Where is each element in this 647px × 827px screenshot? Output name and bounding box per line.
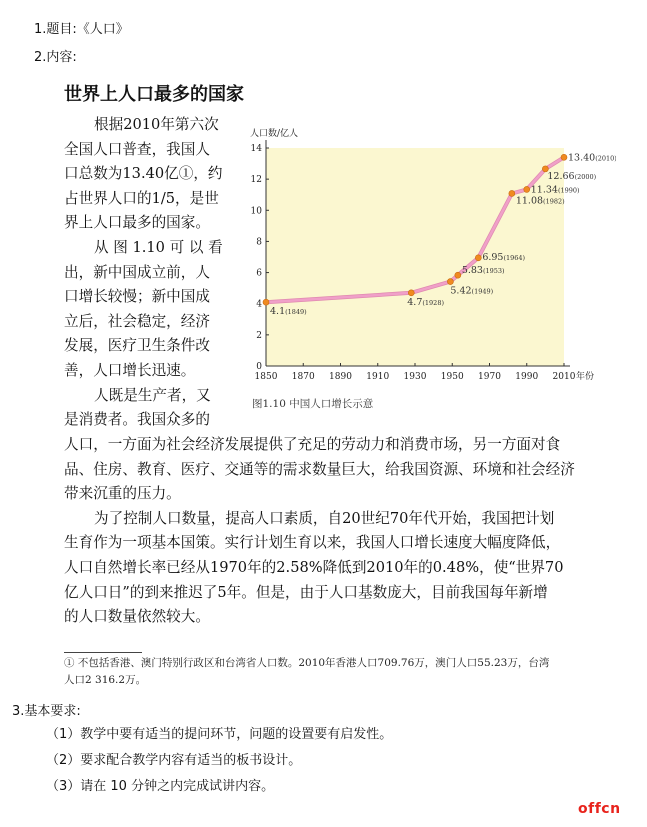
data-year-label: (1928) <box>422 298 445 307</box>
data-label <box>531 184 580 195</box>
p4-line: 为了控制人口数量，提高人口素质，自20世纪70年代开始，我国把计划 <box>94 509 555 527</box>
data-point <box>509 190 515 196</box>
data-value-label: 11.34 <box>530 184 558 196</box>
population-chart-svg <box>246 128 616 396</box>
p2-line: 发展，医疗卫生条件改 <box>64 337 210 355</box>
content-line: 2.内容: <box>34 50 77 65</box>
p4-line: 的人口数量依然较大。 <box>64 608 210 626</box>
y-tick-label: 10 <box>250 206 262 217</box>
data-label <box>482 252 525 263</box>
offcn-logo: offcn <box>578 801 621 817</box>
data-point <box>561 154 567 160</box>
p4-line: 亿人口日”的到来推迟了5年。但是，由于人口基数庞大，目前我国每年新增 <box>64 583 548 601</box>
data-year-label: (1982) <box>543 197 565 206</box>
x-tick-label: 1850 <box>254 372 278 382</box>
data-year-label: (1949) <box>471 287 494 296</box>
requirement-item: （2）要求配合教学内容有适当的板书设计。 <box>46 753 302 768</box>
requirement-item: （1）教学中要有适当的提问环节，问题的设置要有启发性。 <box>46 727 393 742</box>
x-axis-label: 年份 <box>576 372 595 382</box>
x-tick-label: 1990 <box>515 372 539 382</box>
p2-line: 口增长较慢；新中国成 <box>64 288 210 306</box>
y-tick-label: 4 <box>256 299 262 310</box>
y-tick-label: 14 <box>250 144 262 154</box>
data-year-label: (2010) <box>595 154 616 163</box>
population-chart <box>246 128 616 416</box>
x-tick-label: 1950 <box>440 372 464 382</box>
x-tick-label: 1930 <box>403 372 427 382</box>
requirements-list <box>46 722 392 800</box>
data-value-label: 12.66 <box>547 170 575 182</box>
wide-text-block <box>64 433 614 630</box>
y-tick-label: 2 <box>256 330 262 341</box>
footnote <box>64 655 604 689</box>
footnote-line: 人口2 316.2万。 <box>64 674 147 686</box>
x-tick-label: 2010 <box>552 372 576 382</box>
data-label <box>462 265 505 276</box>
p1-line: 全国人口普查，我国人 <box>64 140 210 158</box>
p1-line: 界上人口最多的国家。 <box>64 214 210 232</box>
p4-line: 生育作为一项基本国策。实行计划生育以来，我国人口增长速度大幅度降低， <box>64 534 561 552</box>
left-text-column <box>64 113 232 433</box>
requirement-item: （3）请在 10 分钟之内完成试讲内容。 <box>46 779 275 794</box>
data-year-label: (1849) <box>285 308 307 317</box>
data-value-label: 13.40 <box>568 152 596 164</box>
y-tick-label: 12 <box>250 175 262 186</box>
data-value-label: 5.83 <box>461 265 483 277</box>
data-label <box>407 297 444 308</box>
data-point <box>447 279 453 285</box>
p2-line: 立后，社会稳定，经济 <box>64 312 210 330</box>
data-point <box>455 272 461 278</box>
x-tick-label: 1870 <box>291 372 315 382</box>
topic-line: 1.题目:《人口》 <box>34 22 129 37</box>
y-axis-label: 人口数/亿人 <box>250 129 299 139</box>
data-value-label: 4.1 <box>270 306 286 318</box>
section-title: 世界上人口最多的国家 <box>64 84 244 105</box>
y-tick-label: 0 <box>256 362 262 372</box>
requirements-title: 3.基本要求: <box>12 704 81 719</box>
p1-line: 口总数为13.40亿①，约 <box>64 165 223 183</box>
data-value-label: 6.95 <box>482 251 504 263</box>
data-year-label: (1990) <box>557 186 580 195</box>
p3-cont-line: 带来沉重的压力。 <box>64 485 181 503</box>
data-point <box>263 299 269 305</box>
p1-line: 占世界人口的1/5，是世 <box>64 189 219 207</box>
footnote-rule <box>64 652 142 653</box>
data-label <box>568 152 616 163</box>
data-value-label: 5.42 <box>450 285 472 297</box>
p2-line: 出，新中国成立前，人 <box>64 263 210 281</box>
p3-line: 人既是生产者，又 <box>94 386 211 404</box>
data-year-label: (1953) <box>482 267 505 276</box>
p3-cont-line: 品、住房、教育、医疗、交通等的需求数量巨大，给我国资源、环境和社会经济 <box>64 460 575 478</box>
p4-line: 人口自然增长率已经从1970年的2.58%降低到2010年的0.48%，使“世界70 <box>64 558 564 576</box>
data-year-label: (1964) <box>503 253 526 262</box>
y-tick-label: 8 <box>256 237 262 248</box>
p3-cont-line: 人口，一方面为社会经济发展提供了充足的劳动力和消费市场，另一方面对食 <box>64 436 561 453</box>
y-tick-label: 6 <box>256 268 262 279</box>
x-tick-label: 1890 <box>329 372 352 382</box>
data-label <box>450 286 493 297</box>
p3-line: 是消费者。我国众多的 <box>64 411 210 429</box>
data-point <box>408 290 414 296</box>
data-point <box>475 255 481 261</box>
p1-line: 根据2010年第六次 <box>94 116 219 133</box>
figure-caption: 图1.10 中国人口增长示意 <box>252 398 374 410</box>
data-label <box>270 306 307 317</box>
data-point <box>524 186 530 192</box>
data-value-label: 4.7 <box>407 296 423 308</box>
data-year-label: (2000) <box>574 172 597 181</box>
data-value-label: 11.08 <box>515 195 544 207</box>
p2-line: 从 图 1.10 可 以 看 <box>94 238 223 256</box>
footnote-line: ① 不包括香港、澳门特别行政区和台湾省人口数。2010年香港人口709.76万，澳门人口55.23万，台湾 <box>64 657 550 669</box>
p2-line: 善，人口增长迅速。 <box>64 361 196 379</box>
x-tick-label: 1970 <box>478 372 501 382</box>
x-tick-label: 1910 <box>366 372 390 382</box>
data-label <box>547 171 596 182</box>
data-label <box>516 195 565 206</box>
